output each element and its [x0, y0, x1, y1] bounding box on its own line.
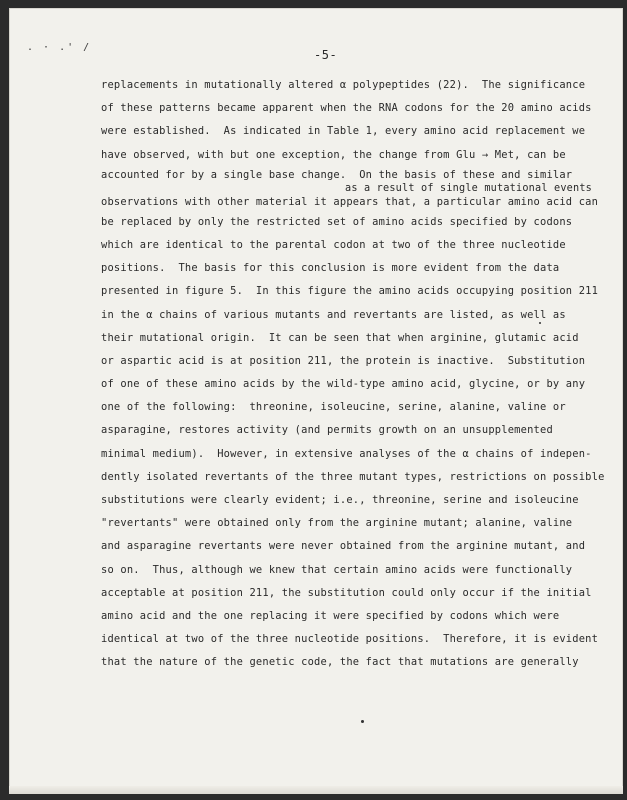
- text-line: of one of these amino acids by the wild-type amino acid, glycine, or by any: [101, 378, 586, 391]
- text-line: dently isolated revertants of the three mutant types, restrictions on possible: [101, 470, 605, 483]
- text-line: acceptable at position 211, the substitution could only occur if the initial: [101, 586, 592, 599]
- text-line: so on. Thus, although we knew that certain amino acids were functionally: [101, 563, 573, 576]
- ink-speck: [539, 322, 541, 324]
- corner-marks: . · .' /: [27, 42, 92, 53]
- text-line: and asparagine revertants were never obtained from the arginine mutant, and: [101, 540, 586, 553]
- text-line: were established. As indicated in Table 1, every amino acid replacement we: [101, 125, 586, 138]
- text-line: replacements in mutationally altered α polypeptides (22). The significance: [101, 79, 586, 91]
- text-line: "revertants" were obtained only from the arginine mutant; alanine, valine: [101, 517, 573, 530]
- text-line: identical at two of the three nucleotide positions. Therefore, it is evident: [101, 633, 599, 646]
- text-line: in the α chains of various mutants and revertants are listed, as well as: [101, 308, 566, 321]
- body-text: [101, 74, 605, 675]
- text-line: one of the following: threonine, isoleucine, serine, alanine, valine or: [101, 401, 566, 414]
- page-number: -5-: [314, 48, 338, 62]
- text-line: have observed, with but one exception, the change from Glu → Met, can be: [101, 148, 566, 161]
- text-line: accounted for by a single base change. On the basis of these and similar: [101, 168, 573, 181]
- text-line: presented in figure 5. In this figure the amino acids occupying position 211: [101, 285, 599, 298]
- text-line: be replaced by only the restricted set of amino acids specified by codons: [101, 215, 573, 228]
- text-line: substitutions were clearly evident; i.e., threonine, serine and isoleucine: [101, 494, 579, 506]
- ink-speck: [361, 720, 364, 723]
- document-page: [9, 8, 623, 794]
- text-line: of these patterns became apparent when the RNA codons for the 20 amino acids: [101, 102, 592, 115]
- text-line: that the nature of the genetic code, the fact that mutations are generally: [101, 656, 579, 669]
- text-line: observations with other material it appears that, a particular amino acid can: [101, 195, 599, 208]
- text-line: or aspartic acid is at position 211, the protein is inactive. Substitution: [101, 354, 586, 367]
- page-edge: [9, 786, 623, 794]
- text-line: their mutational origin. It can be seen that when arginine, glutamic acid: [101, 331, 579, 344]
- text-line: amino acid and the one replacing it were specified by codons which were: [101, 609, 560, 622]
- handwritten-insertion: as a result of single mutational events: [345, 182, 593, 194]
- text-line: positions. The basis for this conclusion is more evident from the data: [101, 262, 560, 275]
- text-line: minimal medium). However, in extensive analyses of the α chains of indepen-: [101, 447, 592, 460]
- text-line: which are identical to the parental codon at two of the three nucleotide: [101, 238, 566, 251]
- text-line: asparagine, restores activity (and permits growth on an unsupplemented: [101, 424, 553, 437]
